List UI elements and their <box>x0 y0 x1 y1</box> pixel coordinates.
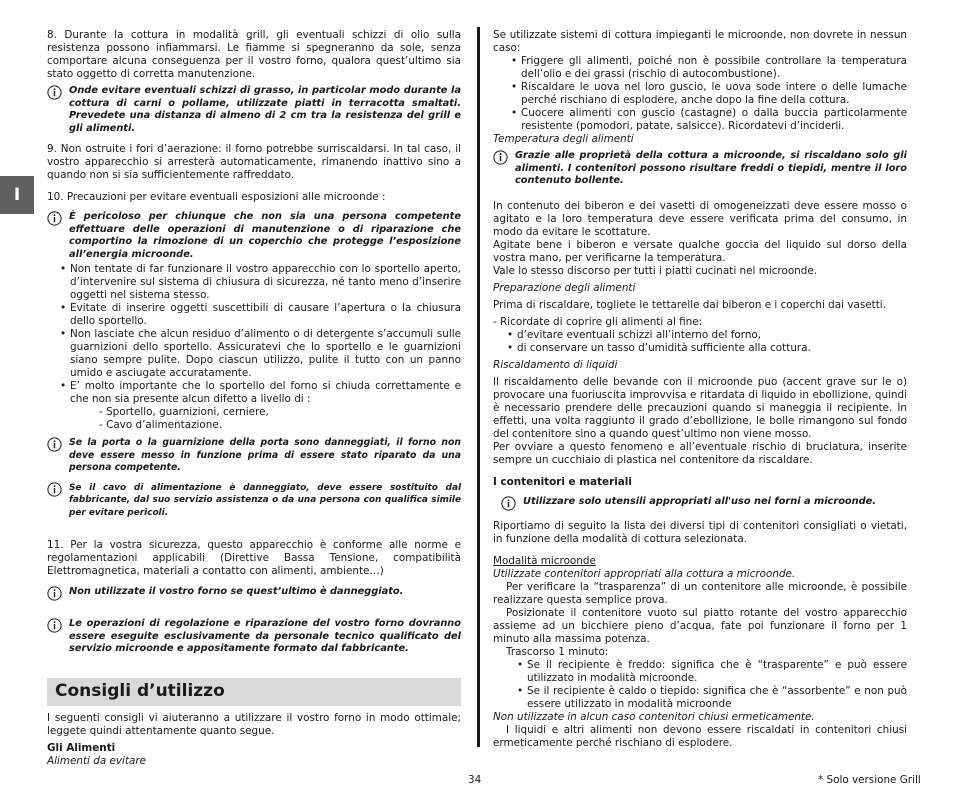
bullet-list <box>493 55 907 133</box>
section-heading: Consigli d’utilizzo <box>47 678 461 706</box>
info-note: Grazie alle proprietà della cottura a microonde, si riscaldano solo gli alimenti. I contenitori possono risultare freddi o tiepidi, mentre il loro contenuto bollente. <box>493 150 907 188</box>
info-icon <box>47 437 62 452</box>
list-item: - Sportello, guarnizioni, cerniere, <box>99 406 461 419</box>
paragraph: In contenuto dei biberon e dei vasetti di omogeneizzati deve essere mosso o agitato e la loro temperatura deve essere verificata prima del consumo, in modo da evitare le scottature. <box>493 199 907 238</box>
list-item: • Cuocere alimenti con guscio (castagne) o dalla buccia particolarmente resistente (pomodori, patate, salsicce). Ricordatevi d’inciderli. <box>521 107 907 133</box>
paragraph-11: 11. Per la vostra sicurezza, questo apparecchio è conforme alle norme e regolamentazioni applicabili (Direttive Bassa Tensione, compatibilità Elettromagnetica, materiali a contatto con alimenti, ambiente…) <box>47 539 461 577</box>
list-item: • d’evitare eventuali schizzi all’interno del forno, <box>517 329 907 342</box>
paragraph: Agitate bene i biberon e versate qualche goccia del liquido sul dorso della vostra mano, per verificarne la temperatura. <box>493 238 907 264</box>
paragraph: Per verificare la “trasparenza” di un contenitore alle microonde, è possibile realizzare questa semplice prova. <box>493 580 907 606</box>
paragraph: Riportiamo di seguito la lista dei diversi tipi di contenitori consigliati o vietati, in funzione della modalità di cottura selezionata. <box>493 519 907 545</box>
left-column <box>47 29 461 768</box>
list-item: - Cavo d’alimentazione. <box>99 419 461 432</box>
paragraph-8: 8. Durante la cottura in modalità grill, gli eventuali schizzi di olio sulla resistenza possono infiammarsi. Le fiamme si spegneranno da sole, senza comportare alcuna conseguenza per il vostro forno, qualora quest’ultimo sia stato oggetto di corretta manutenzione. <box>47 29 461 80</box>
info-icon <box>47 586 62 601</box>
footnote: * Solo versione Grill <box>818 774 921 786</box>
list-item: • Non tentate di far funzionare il vostro apparecchio con lo sportello aperto, d’intervenire sul sistema di chiusura di sicurezza, né tanto meno d’inserire oggetti nel sistema stesso. <box>70 263 461 302</box>
info-note: Utilizzare solo utensili appropriati all'uso nei forni a microonde. <box>493 496 907 511</box>
info-icon <box>47 618 62 633</box>
subsection-subtitle: Utilizzate contenitori appropriati alla cottura a microonde. <box>493 567 796 580</box>
list-item: • Non lasciate che alcun residuo d’alimento o di detergente s’accumuli sulle guarnizioni dello sportello. Assicuratevi che lo sportello e le guarnizioni siano sempre pulite. Dopo ciascun utilizzo, pulite il tutto con un panno umido e asciugate accuratamente. <box>70 328 461 380</box>
bullet-list <box>47 263 461 406</box>
column-divider <box>477 27 480 747</box>
paragraph: Vale lo stesso discorso per tutti i piatti cucinati nel microonde. <box>493 264 818 277</box>
paragraph: Se utilizzate sistemi di cottura impieganti le microonde, non dovrete in nessun caso: <box>493 29 907 54</box>
list-item: • di conservare un tasso d’umidità sufficiente alla cottura. <box>517 342 907 355</box>
info-note: Se la porta o la guarnizione della porta sono danneggiati, il forno non deve essere messo in funzione prima di essere stato riparato da una persona competente. <box>47 437 461 475</box>
dash-list <box>47 406 461 432</box>
subsection-title: Gli Alimenti <box>47 741 116 754</box>
paragraph: Trascorso 1 minuto: <box>506 645 609 658</box>
paragraph-10: 10. Precauzioni per evitare eventuali esposizioni alle microonde : <box>47 191 386 203</box>
list-item: • Se il recipiente è freddo: significa che è “trasparente” e può essere utilizzato in modalità microonde. <box>527 659 907 685</box>
page-number: 34 <box>468 774 482 786</box>
paragraph: Prima di riscaldare, togliete le tettarelle dai biberon e i coperchi dai vasetti. <box>493 298 886 311</box>
paragraph: Per ovviare a questo fenomeno e all’eventuale rischio di bruciatura, inserite sempre un cucchiaio di plastica nel contenitore da riscaldare. <box>493 440 907 466</box>
info-note: È pericoloso per chiunque che non sia una persona competente effettuare delle operazioni di manutenzione o di riparazione che comportino la rimozione di un coperchio che protegge l’esposizione all’energia microonde. <box>47 211 461 261</box>
list-item: • Friggere gli alimenti, poiché non è possibile controllare la temperatura dell’olio e dei grassi (rischio di autocombustione). <box>521 55 907 81</box>
paragraph: Posizionate il contenitore vuoto sul piatto rotante del vostro apparecchio assieme ad un bicchiere pieno d’acqua, fate poi funzionare il forno per 1 minuto alla massima potenza. <box>493 606 907 645</box>
warning-text: Non utilizzate in alcun caso contenitori chiusi ermeticamente. <box>493 710 815 723</box>
intro-paragraph: I seguenti consigli vi aiuteranno a utilizzare il vostro forno in modo ottimale; leggete quindi attentamente quanto segue. <box>47 711 461 737</box>
subsection-subtitle: Alimenti da evitare <box>47 754 147 767</box>
bullet-list <box>493 329 907 355</box>
subsection-title: Modalità microonde <box>493 554 596 567</box>
subsection-title: I contenitori e materiali <box>493 475 632 488</box>
subsection-title: Preparazione degli alimenti <box>493 281 636 294</box>
section-tab: I <box>0 176 34 214</box>
info-note: Le operazioni di regolazione e riparazione del vostro forno dovranno essere eseguite esclusivamente da personale tecnico qualificato del servizio microonde e appositamente formato dal fabbricante. <box>47 618 461 656</box>
info-icon <box>47 482 62 497</box>
paragraph: - Ricordate di coprire gli alimenti al fine: <box>493 315 703 328</box>
subsection-title: Temperatura degli alimenti <box>493 133 634 145</box>
info-icon <box>493 150 508 165</box>
info-note: Onde evitare eventuali schizzi di grasso, in particolar modo durante la cottura di carni o pollame, utilizzate piatti in terracotta smaltati. Prevedete una distanza di almeno di 2 cm tra la resistenza del grill e gli alimenti. <box>47 85 461 135</box>
bullet-list <box>493 659 907 711</box>
info-note: Se il cavo di alimentazione è danneggiato, deve essere sostituito dal fabbricante, dal suo servizio assistenza o da una persona con qualifica simile per evitare pericoli. <box>47 482 461 520</box>
paragraph-9: 9. Non ostruite i fori d’aerazione: il forno potrebbe surriscaldarsi. In tal caso, il vostro apparecchio si arresterà automaticamente, rimanendo inattivo sino a quando non si sia sufficientemente raffreddato. <box>47 143 461 181</box>
list-item: • Evitate di inserire oggetti suscettibili di causare l’apertura o la chiusura dello sportello. <box>70 302 461 328</box>
list-item: • Riscaldare le uova nel loro guscio, le uova sode intere o delle lumache perché rischiano di esplodere, anche dopo la fine della cottura. <box>521 81 907 107</box>
paragraph: I liquidi e altri alimenti non devono essere riscaldati in contenitori chiusi ermeticamente perché rischiano di esplodere. <box>493 723 907 749</box>
right-column <box>493 29 907 750</box>
subsection-title: Riscaldamento di liquidi <box>493 358 618 371</box>
list-item: • Se il recipiente è caldo o tiepido: significa che è “assorbente” e non può essere utilizzato in modalità microonde <box>527 685 907 711</box>
list-item: • E’ molto importante che lo sportello del forno si chiuda correttamente e che non sia presente alcun difetto a livello di : <box>70 380 461 406</box>
info-note: Non utilizzate il vostro forno se quest’ultimo è danneggiato. <box>47 586 461 601</box>
info-icon <box>47 85 62 100</box>
info-icon <box>501 496 516 511</box>
info-icon <box>47 211 62 226</box>
paragraph: Il riscaldamento delle bevande con il microonde puo (accent grave sur le o) provocare una fuoriuscita improvvisa e ritardata di liquido in ebollizione, quindi è necessario prendere delle precauzioni quando si maneggia il recipiente. In effetti, una volta raggiunto il grado d’ebollizione, le bolle rimangono sul fondo del contenitore sino a quando quest’ultimo non viene mosso. <box>493 375 907 440</box>
